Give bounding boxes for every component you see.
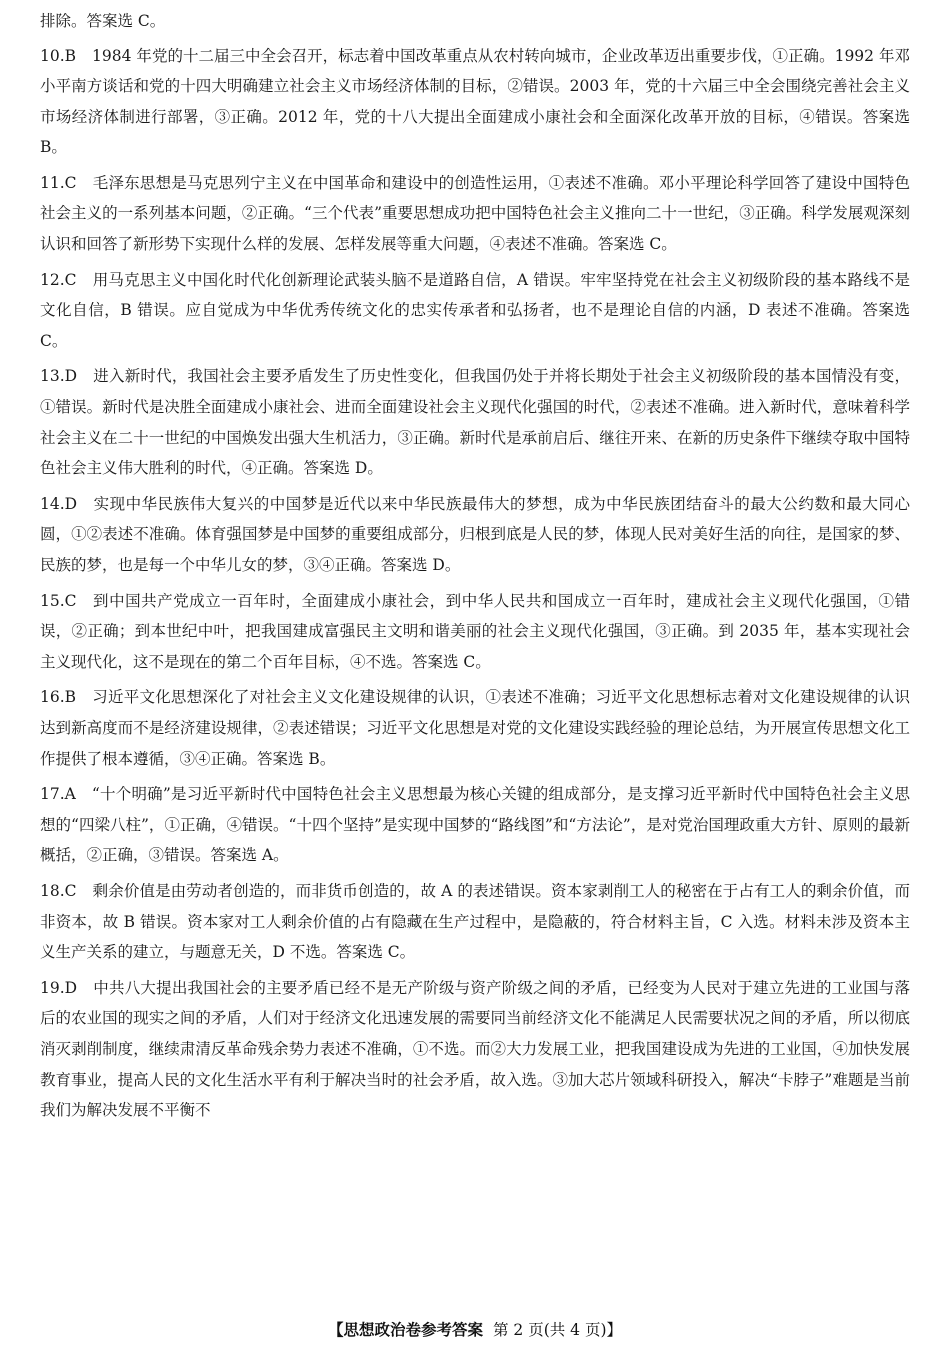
answer-entry-12 bbox=[40, 265, 910, 357]
answer-text: 剩余价值是由劳动者创造的，而非货币创造的，故 A 的表述错误。资本家剥削工人的秘密在于占有工人的剩余价值，而非资本，故 B 错误。资本家对工人剩余价值的占有隐藏在生产过程中，是隐蔽的，符合材料主旨，C 入选。材料未涉及资本主义生产关系的建立，与题意无关，D 不选。答案选 C。 bbox=[40, 881, 910, 962]
footer-page-number: 第 2 页(共 4 页)】 bbox=[492, 1321, 623, 1339]
answer-number: 17.A bbox=[40, 785, 76, 804]
answer-entry-15 bbox=[40, 586, 910, 678]
answer-number: 10.B bbox=[40, 46, 77, 65]
answer-text: 中共八大提出我国社会的主要矛盾已经不是无产阶级与资产阶级之间的矛盾，已经变为人民对于建立先进的工业国与落后的农业国的现实之间的矛盾，人们对于经济文化迅速发展的需要同当前经济文化不能满足人民需要状况之间的矛盾，所以彻底消灭剥削制度，继续肃清反革命残余势力表述不准确，①不选。而②大力发展工业，把我国建设成为先进的工业国，④加快发展教育事业，提高人民的文化生活水平有利于解决当时的社会矛盾，故入选。③加大芯片领域科研投入，解决“卡脖子”难题是当前我们为解决发展不平衡不 bbox=[40, 978, 910, 1120]
answer-entry-17 bbox=[40, 779, 910, 871]
answer-entry-11 bbox=[40, 168, 910, 260]
answer-text: 用马克思主义中国化时代化创新理论武装头脑不是道路自信，A 错误。牢牢坚持党在社会主义初级阶段的基本路线不是文化自信，B 错误。应自觉成为中华优秀传统文化的忠实传承者和弘扬者，也不是理论自信的内涵，D 表述不准确。答案选 C。 bbox=[40, 270, 910, 350]
answer-entry-18 bbox=[40, 876, 910, 968]
answer-entry-19 bbox=[40, 973, 910, 1126]
answer-text: “十个明确”是习近平新时代中国特色社会主义思想最为核心关键的组成部分，是支撑习近平新时代中国特色社会主义思想的“四梁八柱”，①正确，④错误。“十四个坚持”是实现中国梦的“路线图”和“方法论”，是对党治国理政重大方针、原则的最新概括，②正确，③错误。答案选 A。 bbox=[40, 785, 910, 865]
answer-number: 18.C bbox=[40, 881, 77, 900]
answer-text: 毛泽东思想是马克思列宁主义在中国革命和建设中的创造性运用，①表述不准确。邓小平理论科学回答了建设中国特色社会主义的一系列基本问题，②正确。“三个代表”重要思想成功把中国特色社会主义推向二十一世纪，③正确。科学发展观深刻认识和回答了新形势下实现什么样的发展、怎样发展等重大问题，④表述不准确。答案选 C。 bbox=[40, 173, 910, 254]
answer-text: 1984 年党的十二届三中全会召开，标志着中国改革重点从农村转向城市，企业改革迈出重要步伐，①正确。1992 年邓小平南方谈话和党的十四大明确建立社会主义市场经济体制的目标，②错误。2003 年，党的十六届三中全会围绕完善社会主义市场经济体制进行部署，③正确。2012 年，党的十八大提出全面建成小康社会和全面深化改革开放的目标，④错误。答案选 B。 bbox=[40, 46, 910, 157]
answer-number: 13.D bbox=[40, 367, 78, 386]
answer-number: 14.D bbox=[40, 494, 78, 513]
answer-text: 习近平文化思想深化了对社会主义文化建设规律的认识，①表述不准确；习近平文化思想标志着对文化建设规律的认识达到新高度而不是经济建设规律，②表述错误；习近平文化思想是对党的文化建设实践经验的理论总结，为开展宣传思想文化工作提供了根本遵循，③④正确。答案选 B。 bbox=[40, 688, 910, 768]
lead-line: 排除。答案选 C。 bbox=[40, 12, 166, 30]
answer-entry-14 bbox=[40, 489, 910, 581]
answer-number: 19.D bbox=[40, 978, 78, 997]
answer-number: 15.C bbox=[40, 591, 77, 610]
answer-entry-16 bbox=[40, 682, 910, 774]
answer-entry-10 bbox=[40, 41, 910, 163]
footer-title: 【思想政治卷参考答案 bbox=[327, 1321, 483, 1339]
answer-text: 进入新时代，我国社会主要矛盾发生了历史性变化，但我国仍处于并将长期处于社会主义初级阶段的基本国情没有变，①错误。新时代是决胜全面建成小康社会、进而全面建设社会主义现代化强国的时代，②表述不准确。进入新时代，意味着科学社会主义在二十一世纪的中国焕发出强大生机活力，③正确。新时代是承前启后、继往开来、在新的历史条件下继续夺取中国特色社会主义伟大胜利的时代，④正确。答案选 D。 bbox=[40, 367, 910, 478]
answer-number: 11.C bbox=[40, 173, 77, 192]
answer-entry-13 bbox=[40, 361, 910, 483]
answer-number: 16.B bbox=[40, 688, 77, 707]
page-footer bbox=[0, 1318, 950, 1340]
answer-text: 到中国共产党成立一百年时，全面建成小康社会，到中华人民共和国成立一百年时，建成社会主义现代化强国，①错误，②正确；到本世纪中叶，把我国建成富强民主文明和谐美丽的社会主义现代化强国，③正确。到 2035 年，基本实现社会主义现代化，这不是现在的第二个百年目标，④不选。答案选 C。 bbox=[40, 591, 910, 671]
answer-text: 实现中华民族伟大复兴的中国梦是近代以来中华民族最伟大的梦想，成为中华民族团结奋斗的最大公约数和最大同心圆，①②表述不准确。体育强国梦是中国梦的重要组成部分，归根到底是人民的梦，体现人民对美好生活的向往，是国家的梦、民族的梦，也是每一个中华儿女的梦，③④正确。答案选 D。 bbox=[40, 494, 910, 574]
answer-number: 12.C bbox=[40, 270, 77, 289]
answer-page bbox=[40, 6, 910, 1131]
